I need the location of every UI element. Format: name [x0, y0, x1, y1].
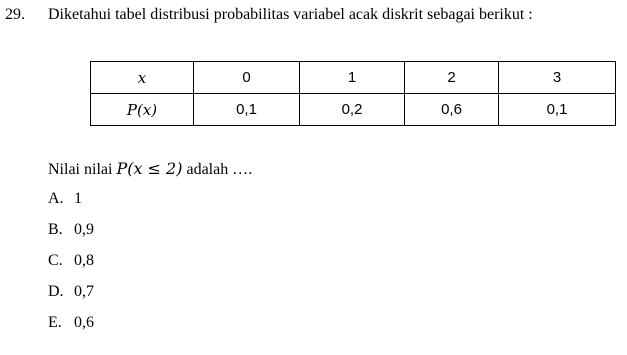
table-cell-x-1: 1: [300, 62, 405, 94]
question-number: 29.: [5, 6, 25, 23]
stem-suffix: adalah ….: [182, 161, 253, 178]
probability-distribution-table: [90, 61, 616, 126]
option-c[interactable]: [48, 252, 94, 270]
option-value: 0,6: [74, 314, 94, 331]
option-letter: A.: [48, 190, 64, 207]
table-cell-px-3: 0,1: [499, 94, 616, 126]
option-e[interactable]: [48, 314, 94, 332]
question-text: Diketahui tabel distribusi probabilitas variabel acak diskrit sebagai berikut :: [48, 6, 533, 23]
stem-prefix: Nilai nilai: [48, 161, 117, 178]
stem-expression: P(x ≤ 2): [116, 159, 183, 178]
question-stem: [48, 159, 252, 179]
option-letter: E.: [48, 314, 62, 331]
table-cell-x-label: x: [91, 62, 194, 94]
option-letter: C.: [48, 252, 63, 269]
table-cell-px-label: P(x): [91, 94, 194, 126]
table-cell-x-3: 3: [499, 62, 616, 94]
option-letter: D.: [48, 283, 64, 300]
table-value-row: [91, 94, 616, 126]
option-value: 1: [74, 190, 82, 207]
option-a[interactable]: [48, 190, 82, 208]
table-cell-x-2: 2: [405, 62, 499, 94]
table-header-row: [91, 62, 616, 94]
option-letter: B.: [48, 221, 63, 238]
option-value: 0,8: [74, 252, 94, 269]
table-cell-x-0: 0: [194, 62, 300, 94]
option-d[interactable]: [48, 283, 94, 301]
option-value: 0,7: [74, 283, 94, 300]
table-cell-px-0: 0,1: [194, 94, 300, 126]
table-cell-px-2: 0,6: [405, 94, 499, 126]
option-b[interactable]: [48, 221, 94, 239]
option-value: 0,9: [74, 221, 94, 238]
table-cell-px-1: 0,2: [300, 94, 405, 126]
